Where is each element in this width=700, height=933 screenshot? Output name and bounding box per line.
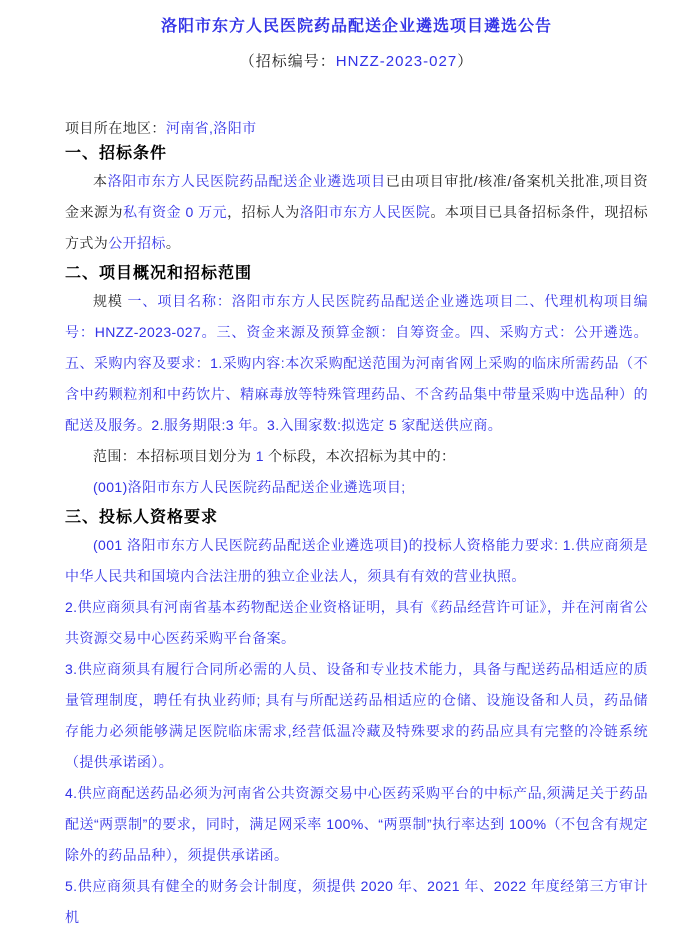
bidding-method-text: 公开招标 — [108, 235, 166, 251]
tender-number-code: HNZZ-2023-027 — [335, 53, 458, 70]
bidding-range-paragraph — [65, 441, 648, 472]
section1-paragraph — [65, 166, 648, 259]
tender-number-prefix: （招标编号： — [239, 53, 336, 70]
text-run: 范围：本招标项目划分为 — [93, 448, 256, 464]
overview-label: 规模 — [93, 293, 128, 309]
tenderer-name-text: 洛阳市东方人民医院 — [299, 204, 431, 220]
region-value: 河南省,洛阳市 — [165, 120, 257, 136]
qualification-item-5: 5.供应商须具有健全的财务会计制度，须提供 2020 年、2021 年、2022 年度经第三方审计机 — [65, 878, 648, 925]
text-run: 。本项目已具备招标条件，现招标方式为 — [65, 204, 648, 251]
text-run: 已由项目审批/核准/备案机关批准,项目资金来源为 — [65, 173, 648, 220]
project-name-text: 洛阳市东方人民医院药品配送企业遴选项目 — [107, 173, 386, 189]
text-run: 个标段，本次招标为其中的： — [263, 448, 456, 464]
text-run: 。 — [165, 235, 181, 251]
tender-number-suffix: ） — [457, 53, 474, 70]
text-run: 本 — [93, 173, 108, 189]
project-overview-paragraph — [65, 286, 648, 441]
qualification-item-1: (001 洛阳市东方人民医院药品配送企业遴选项目)的投标人资格能力要求: 1.供应商须是中华人民共和国境内合法注册的独立企业法人，须具有有效的营业执照。 — [65, 537, 648, 584]
page-title: 洛阳市东方人民医院药品配送企业遴选项目遴选公告 — [160, 18, 552, 35]
funding-source-text: 私有资金 0 万元 — [123, 204, 228, 220]
tender-number-line — [65, 51, 648, 73]
qualification-item-3: 3.供应商须具有履行合同所必需的人员、设备和专业技术能力，具备与配送药品相适应的质量管理制度，聘任有执业药师; 具有与所配送药品相适应的仓储、设施设备和人员，药品储存能力必须能够满足医院临床需求,经营低温冷藏及特殊要求的药品应具有完整的冷链系统（提供承诺函）。 — [65, 661, 648, 770]
text-run: ，招标人为 — [227, 204, 300, 220]
lot-count: 1 — [255, 448, 264, 464]
qualification-item-2: 2.供应商须具有河南省基本药物配送企业资格证明，具有《药品经营许可证》，并在河南省公共资源交易中心医药采购平台备案。 — [65, 599, 648, 646]
project-region-line — [65, 117, 648, 139]
region-label: 项目所在地区： — [65, 120, 166, 136]
section1-heading: 一、招标条件 — [65, 145, 168, 162]
overview-text: 一、项目名称：洛阳市东方人民医院药品配送企业遴选项目二、代理机构项目编号：HNZZ-2023-027。三、资金来源及预算金额：自筹资金。四、采购方式：公开遴选。五、采购内容及要求：1.采购内容:本次采购配送范围为河南省网上采购的临床所需药品（不含中药颗粒剂和中药饮片、精麻毒放等特殊管理药品、不含药品集中带量采购中选品种）的配送及服务。2.服务期限:3 年。3.入围家数:拟选定 5 家配送供应商。 — [65, 293, 648, 433]
section3-heading: 三、投标人资格要求 — [65, 509, 219, 526]
qualification-item-4: 4.供应商配送药品必须为河南省公共资源交易中心医药采购平台的中标产品,须满足关于药品配送“两票制”的要求，同时，满足网采率 100%、“两票制”执行率达到 100%（不包含有规定除外的药品品种），须提供承诺函。 — [65, 785, 648, 863]
lot-001-line: (001)洛阳市东方人民医院药品配送企业遴选项目; — [93, 479, 406, 495]
section2-heading: 二、项目概况和招标范围 — [65, 265, 253, 282]
